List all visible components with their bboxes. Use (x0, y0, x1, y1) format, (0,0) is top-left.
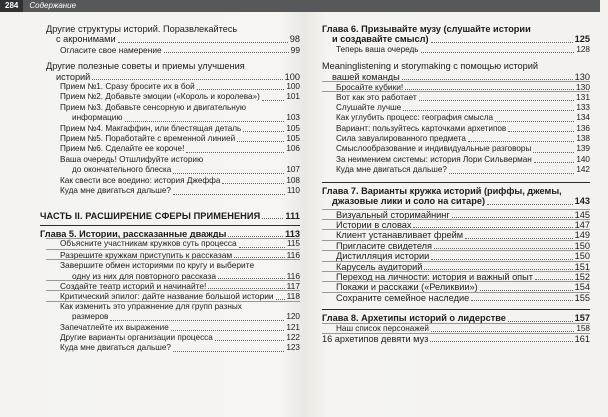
toc-group-title: Meaninglistening и storymaking с помощью историй (322, 61, 539, 72)
toc-entry: Как свести все воедино: история Джеффа 108 (60, 175, 300, 185)
toc-entry: Покажи и расскажи («Реликвии») 154 (322, 282, 590, 292)
toc-page: 99 (290, 44, 300, 55)
toc-entry: Вот как это работает 131 (322, 92, 590, 102)
toc-entry: Прием №1. Сразу бросите их в бой 100 (60, 82, 300, 92)
toc-entry: Бросайте кубики! 130 (322, 82, 590, 92)
toc-entry: Переход на личности: история и важный опыт 152 (322, 272, 590, 282)
toc-group-title: вашей команды (332, 71, 400, 82)
toc-entry: Наш список персонажей 158 (322, 324, 590, 334)
toc-entry-text: Другие структуры историй. Поразвлекайтесь (46, 24, 238, 34)
toc-entry: Дистилляция истории 150 (322, 251, 590, 261)
toc-right-column (322, 20, 590, 344)
toc-entry: Прием №3. Добавьте сенсорную и двигательную информацию 103 (60, 102, 300, 123)
toc-entry: Другие варианты организации процесса 122 (60, 332, 300, 342)
toc-entry: Смыслообразование и индивидуальные разговоры 139 (336, 144, 590, 154)
toc-group: Meaninglistening и storymaking с помощью историй вашей команды 130 Бросайте кубики! 130 Вот как это работает 131 Слушайте лучше 133 Как углубить процесс: география смысла 134 Вариант: пользуйтесь карточками архетипов 136 Сила завуалированного предмета 138 Смыслообразование и индивидуальные разговоры 139 За неимением системы: история Лори Сильверман 140 Куда мне двигаться дальше? 142 (322, 61, 590, 175)
toc-entry: Как изменить это упражнение для групп разных размеров 120 (46, 302, 300, 323)
toc-entry: За неимением системы: история Лори Сильверман 140 (336, 154, 590, 164)
toc-entry-text: Огласите свое намерение (60, 44, 162, 55)
toc-entry: Как углубить процесс: география смысла 134 (336, 113, 590, 123)
toc-entry (46, 45, 300, 55)
toc-part: ЧАСТЬ II. РАСШИРЕНИЕ СФЕРЫ ПРИМЕНЕНИЯ 111 (40, 210, 300, 221)
toc-chapter: Глава 5. Истории, рассказанные дважды 113 (40, 225, 300, 239)
toc-entry (46, 24, 300, 45)
page-number: 284 (0, 0, 23, 12)
toc-entry: Сила завуалированного предмета 138 (336, 134, 590, 144)
header-title: Содержание (29, 1, 77, 10)
toc-chapter: Глава 7. Варианты кружка историй (риффы, джемы, джазовые лики и соло на ситаре) 143 (322, 182, 590, 207)
toc-page: 100 (284, 71, 300, 82)
toc-entry: Создайте театр историй и начинайте! 117 (46, 281, 300, 291)
toc-entry: Теперь ваша очередь 128 (336, 44, 590, 54)
toc-entry: Вариант: пользуйтесь карточками архетипов 136 (336, 123, 590, 133)
toc-entry: Разрешите кружкам приступить к рассказам 116 (46, 250, 300, 260)
toc-entry: Прием №5. Поработайте с временной линией 105 (60, 134, 300, 144)
toc-entry: Куда мне двигаться дальше? 110 (60, 186, 300, 196)
toc-entry: Клиент устанавливает фрейм 149 (322, 230, 590, 240)
toc-entry: Объясните участникам кружков суть процесса 115 (46, 239, 300, 249)
toc-chapter: Глава 8. Архетипы историй о лидерстве 157 (322, 309, 590, 323)
toc-left-column (40, 20, 300, 354)
toc-entry: Завершите обмен историями по кругу и выберите одну из них для повторного рассказа 116 (46, 260, 300, 281)
toc-chapter-items (322, 210, 590, 304)
toc-entry: Запечатлейте их выражение 121 (60, 322, 300, 332)
toc-entry: Пригласите свидетеля 150 (322, 241, 590, 251)
toc-entry: Куда мне двигаться дальше? 123 (60, 343, 300, 353)
toc-entry: Визуальный сторимайнинг 145 (322, 210, 590, 220)
toc-entry: Прием №6. Сделайте ее короче! 106 (60, 144, 300, 154)
toc-entry: Истории в словах 147 (322, 220, 590, 230)
toc-entry: Куда мне двигаться дальше? 142 (336, 165, 590, 175)
toc-entry: Критический эпилог: дайте название большой истории 118 (46, 291, 300, 301)
running-header (0, 0, 600, 12)
toc-entry-text: с акронимами (56, 34, 116, 45)
toc-entry: Сохраните семейное наследие 155 (322, 293, 590, 303)
toc-entry: Слушайте лучше 133 (336, 102, 590, 112)
toc-entry: Прием №2. Добавьте эмоции («Король и королева») 101 (60, 92, 300, 102)
toc-entry: Ваша очередь! Отшлифуйте историю до окончательного блеска 107 (60, 154, 300, 175)
toc-entry: 16 архетипов девяти муз 161 (322, 333, 590, 344)
toc-group-title: историй (56, 71, 91, 82)
toc-group-title: Другие полезные советы и приемы улучшения (46, 61, 245, 72)
toc-group (46, 61, 300, 196)
toc-chapter: Глава 6. Призывайте музу (слушайте истории и создавайте смысл) 125 (322, 24, 590, 45)
toc-entry: Карусель аудиторий 151 (322, 262, 590, 272)
toc-page: 98 (289, 34, 300, 45)
toc-entry: Прием №4. Макгаффин, или блестящая деталь 105 (60, 123, 300, 133)
